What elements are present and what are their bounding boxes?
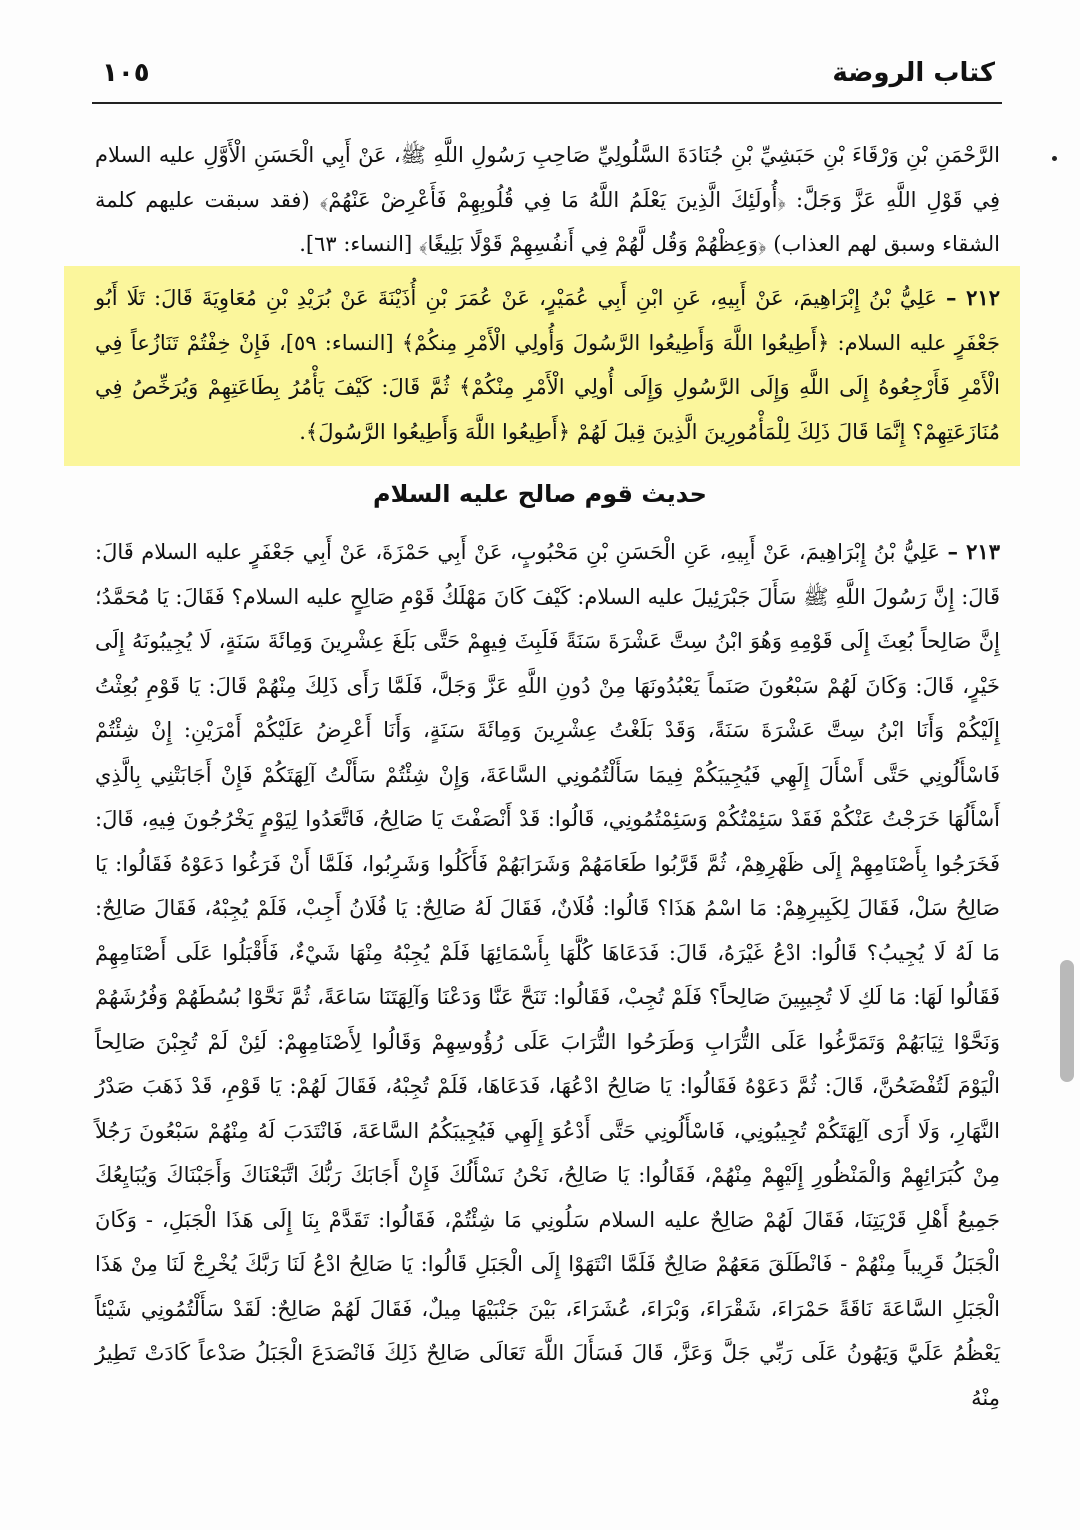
hadith-213: [95, 530, 1000, 1510]
page-number: ١٠٥: [102, 58, 150, 88]
scrollbar-thumb[interactable]: [1060, 960, 1074, 1082]
book-title: كتاب الروضة: [832, 58, 995, 88]
hadith-212: [95, 276, 1000, 456]
hadith-212-text: عَلِيُّ بْنُ إِبْرَاهِيمَ، عَنْ أَبِيهِ، عَنِ ابْنِ أَبِي عُمَيْرٍ، عَنْ عُمَرَ بْنِ أُذَيْنَةَ عَنْ بُرَيْدِ بْنِ مُعَاوِيَةَ قَالَ: تَلَا أَبُو جَعْفَرٍ عليه السلام: ﴿أَطِيعُوا اللَّهَ وَأَطِيعُوا الرَّسُولَ وَأُولِي الْأَمْرِ مِنكُمْ﴾ [النساء: ٥٩]، فَإِنْ خِفْتُمْ تَنَازُعاً فِي الْأَمْرِ فَأَرْجِعُوهُ إِلَى اللَّهِ وَإِلَى الرَّسُولِ وَإِلَى أُولِي الْأَمْرِ مِنْكُمْ﴾ ثُمَّ قَالَ: كَيْفَ يَأْمُرُ بِطَاعَتِهِمْ وَيُرَخِّصُ فِي مُنَازَعَتِهِمْ؟ إِنَّمَا قَالَ ذَلِكَ لِلْمَأْمُورِينَ الَّذِينَ قِيلَ لَهُمْ ﴿أَطِيعُوا اللَّهَ وَأَطِيعُوا الرَّسُولَ﴾.: [95, 286, 1000, 444]
header-divider: [92, 102, 1002, 104]
hadith-212-number: ٢١٢ –: [945, 285, 1000, 310]
page-header: [92, 58, 995, 98]
section-heading: حديث قوم صالح عليه السلام: [373, 480, 707, 508]
margin-mark: [1052, 156, 1057, 161]
hadith-213-text: عَلِيُّ بْنُ إِبْرَاهِيمَ، عَنْ أَبِيهِ، عَنِ الْحَسَنِ بْنِ مَحْبُوبٍ، عَنْ أَبِي حَمْزَةَ، عَنْ أَبِي جَعْفَرٍ عليه السلام قَالَ: قَالَ: إِنَّ رَسُولَ اللَّهِ ﷺ سَأَلَ جَبْرَئِيلَ عليه السلام: كَيْفَ كَانَ مَهْلَكُ قَوْمِ صَالِحٍ عليه السلام؟ فَقَالَ: يَا مُحَمَّدُ؛ إِنَّ صَالِحاً بُعِثَ إِلَى قَوْمِهِ وَهُوَ ابْنُ سِتَّ عَشْرَةَ سَنَةً فَلَبِثَ فِيهِمْ حَتَّى بَلَغَ عِشْرِينَ وَمِائَةَ سَنَةٍ، لَا يُجِيبُونَهُ إِلَى خَيْرٍ، قَالَ: وَكَانَ لَهُمْ سَبْعُونَ صَنَماً يَعْبُدُونَهَا مِنْ دُونِ اللَّهِ عَزَّ وَجَلَّ، فَلَمَّا رَأَى ذَلِكَ مِنْهُمْ قَالَ: يَا قَوْمِ بُعِثْتُ إِلَيْكُمْ وَأَنَا ابْنُ سِتَّ عَشْرَةَ سَنَةً، وَقَدْ بَلَغْتُ عِشْرِينَ وَمِائَةَ سَنَةٍ، وَأَنَا أَعْرِضُ عَلَيْكُمْ أَمْرَيْنِ: إِنْ شِئْتُمْ فَاسْأَلُونِي حَتَّى أَسْأَلَ إِلَهِي فَيُجِيبَكُمْ فِيمَا سَأَلْتُمُونِي السَّاعَةَ، وَإِنْ شِئْتُمْ سَأَلْتُ آلِهَتَكُمْ فَإِنْ أَجَابَتْنِي بِالَّذِي أَسْأَلُهَا خَرَجْتُ عَنْكُمْ فَقَدْ سَئِمْتُكُمْ وَسَئِمْتُمُونِي، قَالُوا: قَدْ أَنْصَفْتَ يَا صَالِحُ، فَاتَّعَدُوا لِيَوْمٍ يَخْرُجُونَ فِيهِ، قَالَ: فَخَرَجُوا بِأَصْنَامِهِمْ إِلَى ظَهْرِهِمْ، ثُمَّ قَرَّبُوا طَعَامَهُمْ وَشَرَابَهُمْ فَأَكَلُوا وَشَرِبُوا، فَلَمَّا أَنْ فَرَغُوا دَعَوْهُ فَقَالُوا: يَا صَالِحُ سَلْ، فَقَالَ لِكَبِيرِهِمْ: مَا اسْمُ هَذَا؟ قَالُوا: فُلَانٌ، فَقَالَ لَهُ صَالِحٌ: يَا فُلَانُ أَجِبْ، فَلَمْ يُجِبْهُ، فَقَالَ صَالِحٌ: مَا لَهُ لَا يُجِيبُ؟ قَالُوا: ادْعُ غَيْرَهُ، قَالَ: فَدَعَاهَا كُلَّهَا بِأَسْمَائِهَا فَلَمْ يُجِبْهُ مِنْهَا شَيْءٌ، فَأَقْبَلُوا عَلَى أَصْنَامِهِمْ فَقَالُوا لَهَا: مَا لَكِ لَا تُجِيبِينَ صَالِحاً؟ فَلَمْ تُجِبْ، فَقَالُوا: تَنَحَّ عَنَّا وَدَعْنَا وَآلِهَتَنَا سَاعَةً، ثُمَّ نَحَّوْا بُسُطَهُمْ وَفُرُشَهُمْ وَنَحَّوْا ثِيَابَهُمْ وَتَمَرَّغُوا عَلَى التُّرَابِ وَطَرَحُوا التُّرَابَ عَلَى رُؤُوسِهِمْ وَقَالُوا لِأَصْنَامِهِمْ: لَئِنْ لَمْ تُجِبْنَ صَالِحاً الْيَوْمَ لَتُفْضَحُنَّ، قَالَ: ثُمَّ دَعَوْهُ فَقَالُوا: يَا صَالِحُ ادْعُهَا، فَدَعَاهَا، فَلَمْ تُجِبْهُ، فَقَالَ لَهُمْ: يَا قَوْمِ، قَدْ ذَهَبَ صَدْرُ النَّهَارِ، وَلَا أَرَى آلِهَتَكُمْ تُجِيبُونِي، فَاسْأَلُونِي حَتَّى أَدْعُوَ إِلَهِي فَيُجِيبَكُمُ السَّاعَةَ، فَانْتَدَبَ لَهُ مِنْهُمْ سَبْعُونَ رَجُلاً مِنْ كُبَرَائِهِمْ وَالْمَنْظُورِ إِلَيْهِمْ مِنْهُمْ، فَقَالُوا: يَا صَالِحُ، نَحْنُ نَسْأَلُكَ فَإِنْ أَجَابَكَ رَبُّكَ اتَّبَعْنَاكَ وَأَجَبْنَاكَ وَيُبَايِعُكَ جَمِيعُ أَهْلِ قَرْيَتِنَا، فَقَالَ لَهُمْ صَالِحٌ عليه السلام سَلُونِي مَا شِئْتُمْ، فَقَالُوا: تَقَدَّمْ بِنَا إِلَى هَذَا الْجَبَلِ، - وَكَانَ الْجَبَلُ قَرِيباً مِنْهُمْ - فَانْطَلَقَ مَعَهُمْ صَالِحٌ فَلَمَّا انْتَهَوْا إِلَى الْجَبَلِ قَالُوا: يَا صَالِحُ ادْعُ لَنَا رَبَّكَ يُخْرِجْ لَنَا مِنْ هَذَا الْجَبَلِ السَّاعَةَ نَاقَةً حَمْرَاءَ، شَقْرَاءَ، وَبْرَاءَ، عُشَرَاءَ، بَيْنَ جَنْبَيْهَا مِيلٌ، فَقَالَ لَهُمْ صَالِحٌ: لَقَدْ سَأَلْتُمُونِي شَيْئاً يَعْظُمُ عَلَيَّ وَيَهُونُ عَلَى رَبِّي جَلَّ وَعَزَّ، قَالَ فَسَأَلَ اللَّهَ تَعَالَى صَالِحٌ ذَلِكَ فَانْصَدَعَ الْجَبَلُ صَدْعاً كَادَتْ تَطِيرُ مِنْهُ: [95, 540, 1000, 1410]
hadith-213-number: ٢١٣ –: [947, 539, 1000, 564]
paragraph-continuation: الرَّحْمَنِ بْنِ وَرْقَاءَ بْنِ حَبَشِيِّ بْنِ جُنَادَةَ السَّلُولِيِّ صَاحِبِ رَسُولِ اللَّهِ ﷺ، عَنْ أَبِي الْحَسَنِ الْأَوَّلِ عليه السلام فِي قَوْلِ اللَّهِ عَزَّ وَجَلَّ: ﴿أُولَئِكَ الَّذِينَ يَعْلَمُ اللَّهُ مَا فِي قُلُوبِهِمْ فَأَعْرِضْ عَنْهُمْ﴾ (فقد سبقت عليهم كلمة الشقاء وسبق لهم العذاب) ﴿وَعِظْهُمْ وَقُل لَّهُمْ فِي أَنفُسِهِمْ قَوْلًا بَلِيغًا﴾ [النساء: ٦٣].: [95, 143, 1000, 256]
